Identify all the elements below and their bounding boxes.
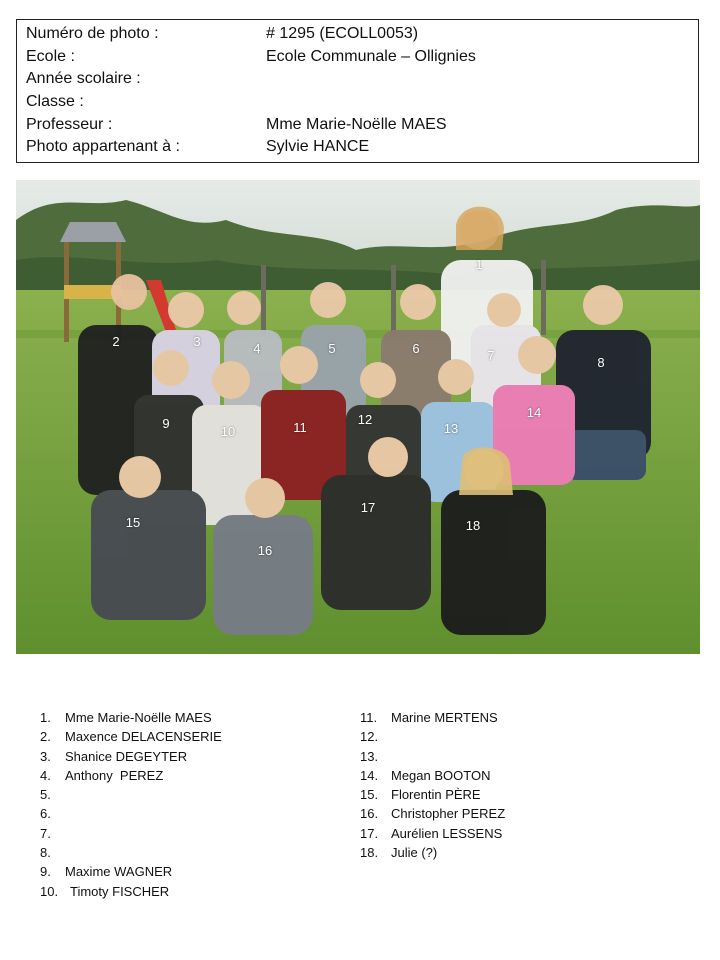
- list-number: 5.: [40, 787, 51, 803]
- list-number: 15.: [360, 787, 379, 803]
- person-name: Shanice DEGEYTER: [65, 748, 188, 764]
- info-value: # 1295 (ECOLL0053): [266, 25, 419, 42]
- info-row-owner: [26, 136, 689, 159]
- list-number: 18.: [360, 845, 379, 861]
- list-item: [360, 785, 660, 804]
- list-number: 10.: [40, 883, 59, 899]
- photo-number-6: 6: [412, 341, 420, 356]
- names-list-left: [40, 708, 320, 901]
- photo-number-12: 12: [357, 412, 373, 427]
- list-number: 14.: [360, 767, 379, 783]
- info-label: Professeur :: [26, 115, 113, 133]
- person-name: Mme Marie-Noëlle MAES: [65, 710, 212, 725]
- info-row-class: [26, 91, 689, 114]
- info-label: Numéro de photo :: [26, 25, 159, 42]
- info-label: Année scolaire :: [26, 70, 141, 88]
- list-number: 6.: [40, 806, 51, 822]
- info-value: Mme Marie-Noëlle MAES: [266, 115, 447, 133]
- photo-number-2: 2: [112, 334, 120, 349]
- photo-number-18: 18: [465, 518, 481, 533]
- person-name: Megan BOOTON: [391, 767, 491, 783]
- list-item: [360, 766, 660, 785]
- list-number: 12.: [360, 729, 379, 745]
- list-item: [40, 747, 320, 766]
- list-item: [40, 785, 320, 804]
- photo-number-9: 9: [162, 416, 170, 431]
- list-item: [360, 747, 660, 766]
- photo-number-11: 11: [293, 420, 307, 435]
- person-name: Marine MERTENS: [391, 710, 498, 725]
- photo-number-1: 1: [475, 257, 483, 272]
- photo-number-7: 7: [487, 348, 495, 363]
- photo-info-box: [16, 19, 699, 163]
- person-name: Julie (?): [391, 845, 438, 861]
- list-item: [40, 882, 320, 901]
- photo-number-8: 8: [597, 355, 605, 370]
- info-row-school: [26, 46, 689, 69]
- list-number: 8.: [40, 845, 51, 861]
- list-item: [40, 766, 320, 785]
- info-label: Ecole :: [26, 47, 75, 65]
- photo-number-5: 5: [328, 341, 336, 356]
- photo-number-16: 16: [257, 543, 273, 558]
- list-number: 11.: [360, 710, 378, 725]
- person-name: Aurélien LESSENS: [391, 825, 503, 841]
- person-name: Timoty FISCHER: [70, 883, 170, 899]
- list-item: [40, 824, 320, 843]
- list-number: 3.: [40, 748, 51, 764]
- info-label: Classe :: [26, 93, 84, 111]
- info-row-school-year: [26, 68, 689, 91]
- list-number: 7.: [40, 825, 51, 841]
- info-row-teacher: [26, 114, 689, 137]
- person-name: Christopher PEREZ: [391, 806, 506, 822]
- list-item: [360, 824, 660, 843]
- list-number: 4.: [40, 767, 51, 783]
- list-item: [40, 862, 320, 881]
- photo-number-10: 10: [220, 424, 236, 439]
- info-label: Photo appartenant à :: [26, 138, 180, 156]
- list-item: [40, 843, 320, 862]
- person-name: Maxence DELACENSERIE: [65, 729, 222, 745]
- list-number: 13.: [360, 748, 379, 764]
- photo-number-14: 14: [526, 405, 542, 420]
- info-value: Ecole Communale – Ollignies: [266, 47, 476, 65]
- list-item: [360, 843, 660, 862]
- list-item: [360, 804, 660, 823]
- list-item: [360, 708, 660, 727]
- list-item: [360, 727, 660, 746]
- list-item: [40, 727, 320, 746]
- photo-number-4: 4: [253, 341, 261, 356]
- list-number: 2.: [40, 729, 51, 745]
- list-number: 16.: [360, 806, 379, 822]
- info-row-photo-number: [26, 23, 689, 46]
- list-number: 9.: [40, 864, 51, 880]
- photo-number-13: 13: [443, 421, 459, 436]
- person-name: Florentin PÈRE: [391, 787, 481, 803]
- list-number: 17.: [360, 825, 379, 841]
- photo-number-17: 17: [360, 500, 376, 515]
- photo-number-3: 3: [193, 334, 201, 349]
- list-item: [40, 804, 320, 823]
- person-name: Maxime WAGNER: [65, 864, 173, 880]
- list-number: 1.: [40, 710, 51, 725]
- names-list-right: [360, 708, 660, 862]
- person-name: Anthony PEREZ: [65, 767, 164, 783]
- list-item: [40, 708, 320, 727]
- class-photo: [16, 180, 700, 654]
- info-value: Sylvie HANCE: [266, 138, 370, 156]
- photo-number-15: 15: [125, 515, 141, 530]
